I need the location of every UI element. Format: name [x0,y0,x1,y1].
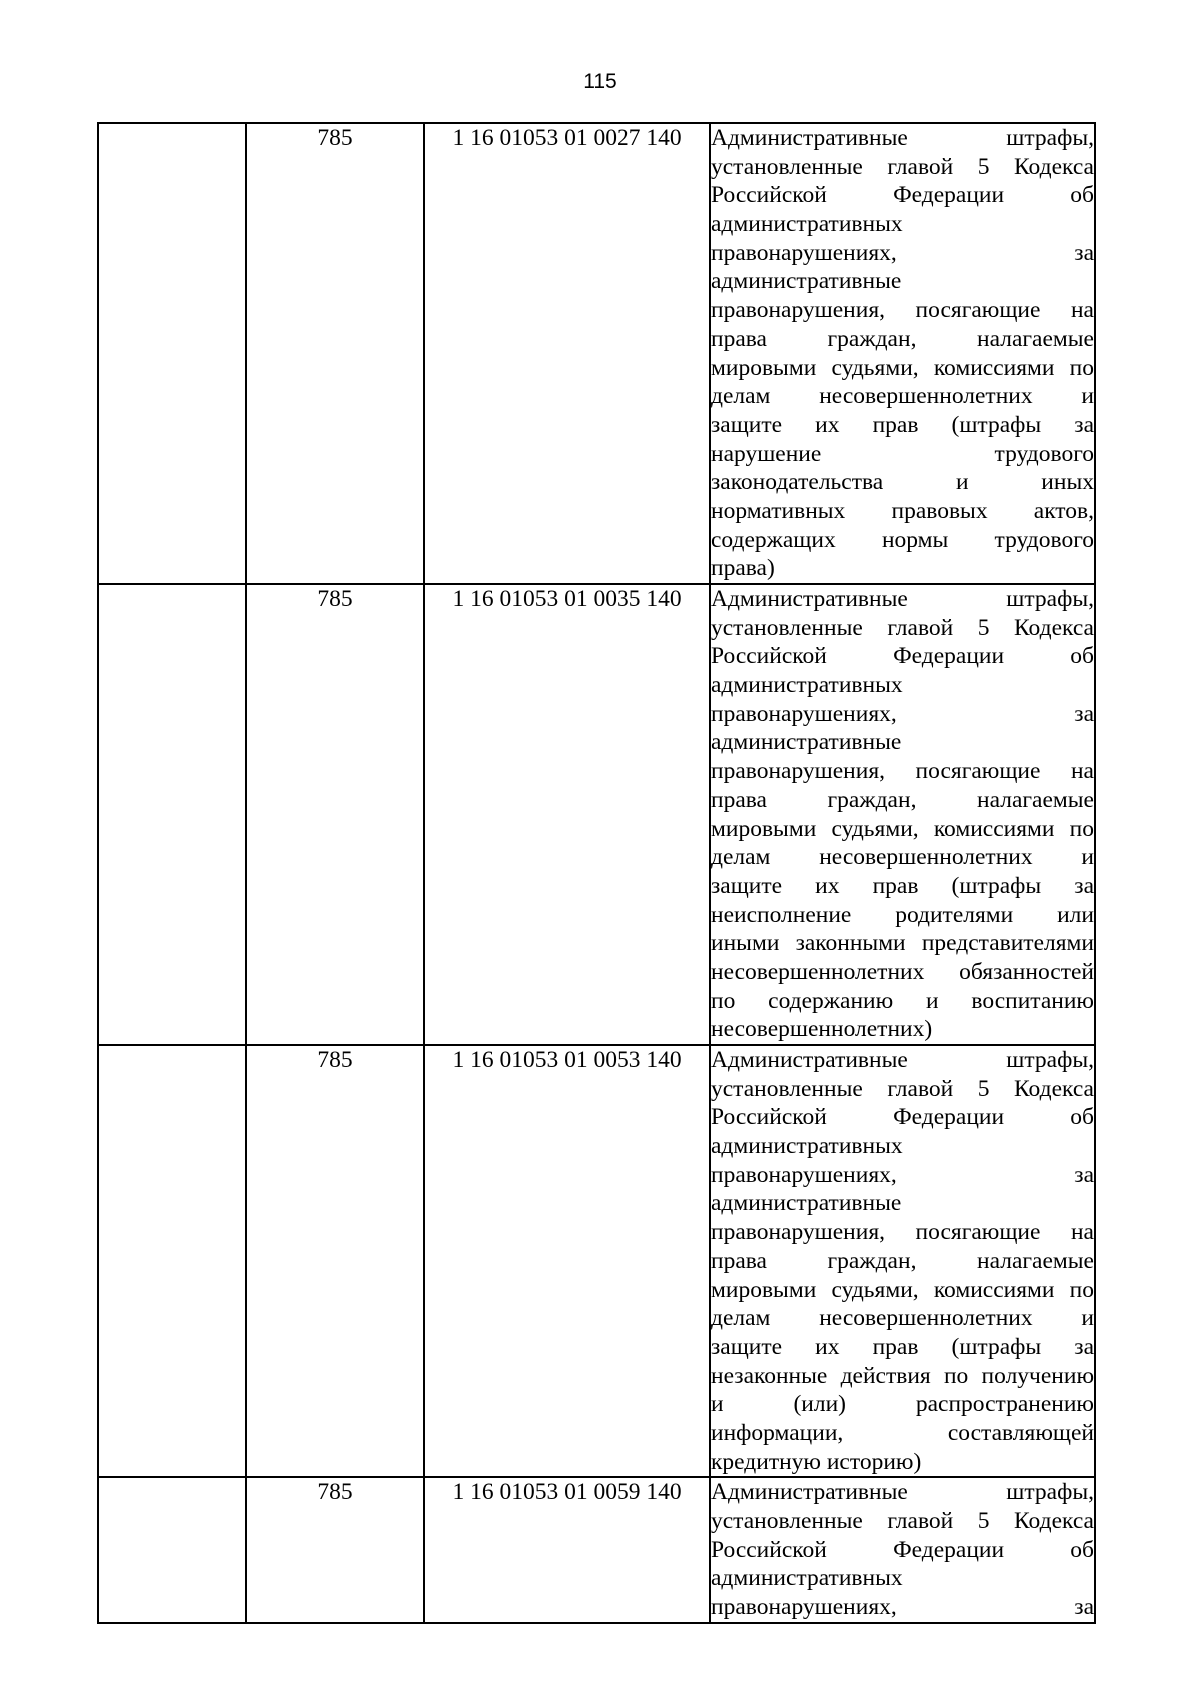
description-line: Административные штрафы, [711,125,1094,151]
description-line: административные [711,268,902,295]
description-line: и (или) распространению [711,1391,1094,1418]
description-line: Российской Федерации об [711,1536,1094,1563]
description-cell [710,584,1095,1045]
empty-cell [98,1045,246,1477]
description-line: информации, составляющей [711,1419,1094,1446]
admin-code-cell: 785 [246,1045,424,1477]
description-line: неисполнение родителями или [711,901,1094,928]
budget-classification-table [97,122,1096,1624]
description-line: Административные штрафы, [711,586,1094,612]
description-line: законодательства и иных [711,469,1094,496]
description-line: установленные главой 5 Кодекса [711,614,1094,641]
table-body [98,123,1095,1623]
description-line: административных [711,1565,903,1592]
description-line: права граждан, налагаемые [711,325,1094,352]
description-line: правонарушениях, за [711,1161,1094,1188]
description-line: права граждан, налагаемые [711,1247,1094,1274]
description-line: мировыми судьями, комиссиями по [711,815,1094,842]
description-line: административные [711,1190,902,1217]
description-cell [710,123,1095,584]
description-line: административных [711,672,903,699]
description-line: правонарушениях, за [711,1594,1094,1621]
description-line: правонарушения, посягающие на [711,758,1094,785]
description-line: Административные штрафы, [711,1479,1094,1506]
table-row [98,584,1095,1045]
description-line: кредитную историю) [711,1448,922,1475]
empty-cell [98,584,246,1045]
description-line: административных [711,1133,903,1160]
description-line: нормативных правовых актов, [711,497,1094,524]
empty-cell [98,1477,246,1622]
description-line: правонарушениях, за [711,239,1094,266]
description-line: административных [711,211,903,238]
table-row [98,1045,1095,1477]
description-line: установленные главой 5 Кодекса [711,1508,1094,1534]
table-row [98,123,1095,584]
description-line: Административные штрафы, [711,1047,1094,1073]
kbk-code-cell: 1 16 01053 01 0053 140 [424,1045,710,1477]
description-line: мировыми судьями, комиссиями по [711,1276,1094,1303]
description-line: защите их прав (штрафы за [711,411,1094,438]
description-line: содержащих нормы трудового [711,526,1094,553]
table-row [98,1477,1095,1622]
description-line: иными законными представителями [711,930,1094,957]
kbk-code-cell: 1 16 01053 01 0035 140 [424,584,710,1045]
kbk-code-cell: 1 16 01053 01 0059 140 [424,1477,710,1622]
description-line: незаконные действия по получению [711,1362,1094,1389]
description-line: защите их прав (штрафы за [711,872,1094,899]
description-line: мировыми судьями, комиссиями по [711,354,1094,381]
description-line: по содержанию и воспитанию [711,987,1094,1014]
empty-cell [98,123,246,584]
page-number: 115 [583,70,617,93]
description-cell [710,1045,1095,1477]
description-line: делам несовершеннолетних и [711,844,1094,871]
description-line: делам несовершеннолетних и [711,1305,1094,1332]
description-cell [710,1477,1095,1622]
description-line: правонарушения, посягающие на [711,1219,1094,1246]
description-line: несовершеннолетних) [711,1016,933,1043]
description-line: защите их прав (штрафы за [711,1333,1094,1360]
description-line: установленные главой 5 Кодекса [711,1075,1094,1102]
description-line: правонарушениях, за [711,700,1094,727]
description-line: делам несовершеннолетних и [711,383,1094,410]
description-line: административные [711,729,902,756]
admin-code-cell: 785 [246,1477,424,1622]
description-line: Российской Федерации об [711,643,1094,670]
description-line: Российской Федерации об [711,1104,1094,1131]
description-line: установленные главой 5 Кодекса [711,153,1094,180]
description-line: права) [711,555,775,582]
description-line: права граждан, налагаемые [711,786,1094,813]
admin-code-cell: 785 [246,123,424,584]
description-line: несовершеннолетних обязанностей [711,958,1094,985]
description-line: правонарушения, посягающие на [711,297,1094,324]
description-line: нарушение трудового [711,440,1094,467]
kbk-code-cell: 1 16 01053 01 0027 140 [424,123,710,584]
admin-code-cell: 785 [246,584,424,1045]
description-line: Российской Федерации об [711,182,1094,209]
